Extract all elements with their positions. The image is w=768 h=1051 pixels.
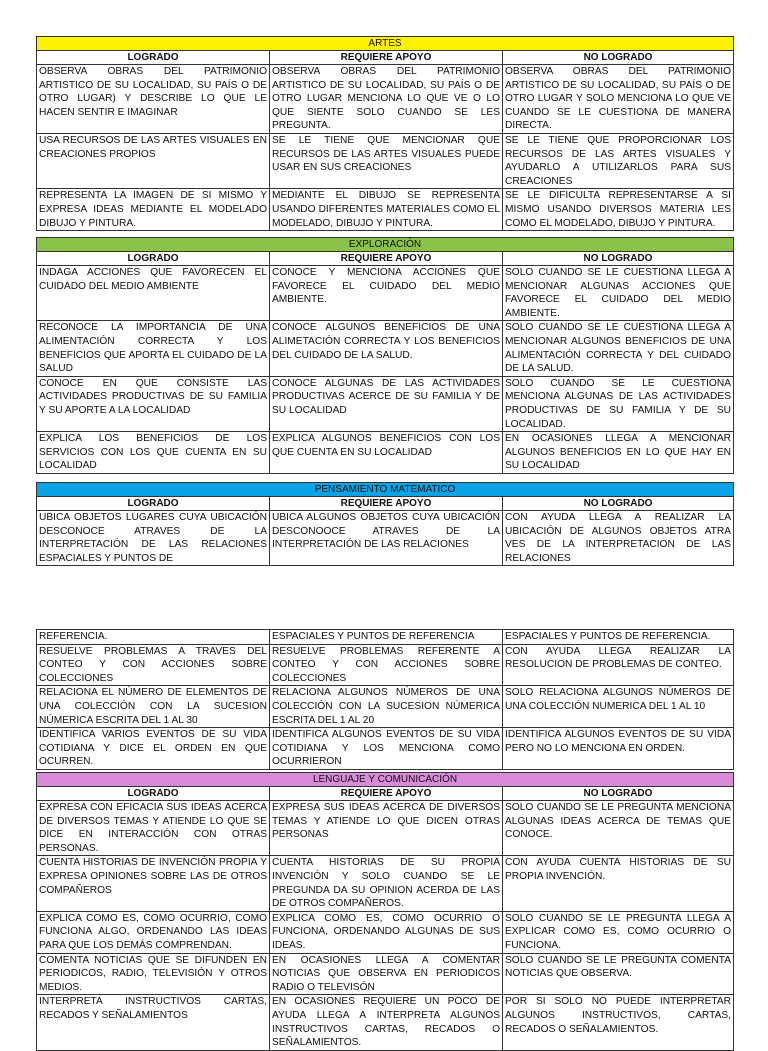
column-header-no-logrado: NO LOGRADO xyxy=(503,497,734,511)
column-header-row xyxy=(37,51,734,65)
exploracion-table xyxy=(36,237,734,474)
table-row xyxy=(37,432,734,474)
cell-no-logrado: SOLO CUANDO SE LE CUESTIONA MENCIONA ALGUNAS DE LAS ACTIVIDADES PRODUCTIVAS DE SU FAMILIA Y DE SU LOCALIDAD. xyxy=(503,376,734,431)
cell-no-logrado: SOLO CUANDO SE LE PREGUNTA LLEGA A EXPLICAR COMO ES, COMO OCURRIO O FUNCIONA. xyxy=(503,911,734,953)
column-header-no-logrado: NO LOGRADO xyxy=(503,787,734,801)
cell-logrado: CONOCE EN QUE CONSISTE LAS ACTIVIDADES PRODUCTIVAS DE SU FAMILIA Y SU APORTE A LA LOCALIDAD xyxy=(37,376,270,431)
artes-section xyxy=(36,36,733,231)
column-header-row xyxy=(37,252,734,266)
cell-no-logrado: SOLO CUANDO SE LE CUESTIONA LLEGA A MENCIONAR ALGUNAS ACCIONES QUE FAVORECE EL CUIDADO DEL MEDIO AMBIENTE. xyxy=(503,266,734,321)
section-title: EXPLORACIÓN xyxy=(37,238,734,252)
cell-logrado: OBSERVA OBRAS DEL PATRIMONIO ARTISTICO DE SU LOCALIDAD, SU PAÍS O DE OTRO LUGAR) Y DESCRIBE LO QUE LE HACEN SENTIR E IMAGINAR xyxy=(37,65,270,134)
cell-no-logrado: CON AYUDA LLEGA A REALIZAR LA UBICACIÓN DE ALGUNOS OBJETOS ATRA VES DE LA INTERPRETACION DE LAS RELACIONES xyxy=(503,511,734,566)
cell-logrado: USA RECURSOS DE LAS ARTES VISUALES EN CREACIONES PROPIOS xyxy=(37,133,270,188)
table-row xyxy=(37,321,734,376)
cell-no-logrado: EN OCASIONES LLEGA A MENCIONAR ALGUNOS BENEFICIOS EN LO QUE HAY EN SU LOCALIDAD xyxy=(503,432,734,474)
cell-logrado: EXPRESA CON EFICACIA SUS IDEAS ACERCA DE DIVERSOS TEMAS Y ATIENDE LO QUE SE DICE EN INTERACCIÓN CON OTRAS PERSONAS. xyxy=(37,801,270,856)
cell-logrado: REFERENCIA. xyxy=(37,630,270,645)
table-row xyxy=(37,911,734,953)
table-row xyxy=(37,801,734,856)
table-row xyxy=(37,953,734,995)
cell-no-logrado: SOLO RELACIONA ALGUNOS NÚMEROS DE UNA COLECCIÓN NUMERICA DEL 1 AL 10 xyxy=(503,686,734,728)
section-title-row xyxy=(37,37,734,51)
cell-logrado: RESUELVE PROBLEMAS A TRAVES DEL CONTEO Y CON ACCIONES SOBRE COLECCIONES xyxy=(37,644,270,686)
section-title-row xyxy=(37,773,734,787)
cell-requiere-apoyo: EXPLICA COMO ES, COMO OCURRIO O FUNCIONA, ORDENANDO ALGUNAS DE SUS IDEAS. xyxy=(270,911,503,953)
cell-requiere-apoyo: MEDIANTE EL DIBUJO SE REPRESENTA USANDO DIFERENTES MATERIALES COMO EL MODELADO, DIBUJO Y PINTURA. xyxy=(270,189,503,231)
cell-requiere-apoyo: CUENTA HISTORIAS DE SU PROPIA INVENCIÓN Y SOLO CUANDO SE LE PREGUNDA DA SU OPINION ACERDA DE LAS DE OTROS COMPAÑEROS. xyxy=(270,856,503,911)
table-row xyxy=(37,728,734,770)
cell-requiere-apoyo: CONOCE ALGUNAS DE LAS ACTIVIDADES PRODUCTIVAS ACERCE DE SU FAMILIA Y DE SU LOCALIDAD xyxy=(270,376,503,431)
cell-no-logrado: OBSERVA OBRAS DEL PATRIMONIO ARTISTICO DE SU LOCALIDAD, SU PAÍS O DE OTRO LUGAR Y SOLO MENCIONA LO QUE VE CUANDO SE LE CUESTIONA DE MANERA DIRECTA. xyxy=(503,65,734,134)
cell-logrado: INDAGA ACCIONES QUE FAVORECEN EL CUIDADO DEL MEDIO AMBIENTE xyxy=(37,266,270,321)
cell-no-logrado: SE LE DIFICULTA REPRESENTARSE A SI MISMO USANDO DIVERSOS MATERIA LES COMO EL MODELADO, DIBUJO Y PINTURA. xyxy=(503,189,734,231)
cell-requiere-apoyo: CONOCE ALGUNOS BENEFICIOS DE UNA ALIMETACIÓN CORRECTA Y LOS BENEFICIOS DEL CUIDADO DE LA SALUD. xyxy=(270,321,503,376)
cell-requiere-apoyo: IDENTIFICA ALGUNOS EVENTOS DE SU VIDA COTIDIANA Y LOS MENCIONA COMO OCURRIERON xyxy=(270,728,503,770)
cell-no-logrado: CON AYUDA CUENTA HISTORIAS DE SU PROPIA INVENCIÓN. xyxy=(503,856,734,911)
cell-no-logrado: SOLO CUANDO SE LE PREGUNTA MENCIONA ALGUNAS IDEAS ACERCA DE TEMAS QUE CONOCE. xyxy=(503,801,734,856)
column-header-no-logrado: NO LOGRADO xyxy=(503,252,734,266)
section-title: PENSAMIENTO MATEMATICO xyxy=(37,483,734,497)
column-header-logrado: LOGRADO xyxy=(37,787,270,801)
column-header-requiere-apoyo: REQUIERE APOYO xyxy=(270,497,503,511)
section-title: LENGUAJE Y COMUNICACIÓN xyxy=(37,773,734,787)
cell-logrado: RECONOCE LA IMPORTANCIA DE UNA ALIMENTACIÓN CORRECTA Y LOS BENEFICIOS QUE APORTA EL CUIDADO DE LA SALUD xyxy=(37,321,270,376)
table-row xyxy=(37,644,734,686)
lenguaje-table xyxy=(36,772,734,1051)
artes-table xyxy=(36,36,734,231)
cell-no-logrado: IDENTIFICA ALGUNOS EVENTOS DE SU VIDA PERO NO LO MENCIONA EN ORDEN. xyxy=(503,728,734,770)
column-header-row xyxy=(37,497,734,511)
cell-no-logrado: CON AYUDA LLEGA REALIZAR LA RESOLUCION DE PROBLEMAS DE CONTEO. xyxy=(503,644,734,686)
column-header-requiere-apoyo: REQUIERE APOYO xyxy=(270,787,503,801)
table-row xyxy=(37,133,734,188)
column-header-row xyxy=(37,787,734,801)
cell-requiere-apoyo: RESUELVE PROBLEMAS REFERENTE A CONTEO Y CON ACCIONES SOBRE COLECCIONES xyxy=(270,644,503,686)
table-row xyxy=(37,65,734,134)
table-row xyxy=(37,630,734,645)
pensamiento-continuation-section xyxy=(36,629,733,770)
column-header-logrado: LOGRADO xyxy=(37,497,270,511)
table-row xyxy=(37,266,734,321)
cell-logrado: COMENTA NOTICIAS QUE SE DIFUNDEN EN PERIODICOS, RADIO, TELEVISIÓN Y OTROS MEDIOS. xyxy=(37,953,270,995)
pensamiento-table xyxy=(36,482,734,566)
section-title-row xyxy=(37,483,734,497)
cell-no-logrado: SOLO CUANDO SE LE PREGUNTA COMENTA NOTICIAS QUE OBSERVA. xyxy=(503,953,734,995)
cell-no-logrado: SE LE TIENE QUE PROPORCIONAR LOS RECURSOS DE LAS ARTES VISUALES Y AYUDARLO A UTILIZARLOS PARA SUS CREACIONES xyxy=(503,133,734,188)
table-row xyxy=(37,511,734,566)
cell-no-logrado: ESPACIALES Y PUNTOS DE REFERENCIA. xyxy=(503,630,734,645)
table-row xyxy=(37,376,734,431)
cell-requiere-apoyo: ESPACIALES Y PUNTOS DE REFERENCIA xyxy=(270,630,503,645)
table-row xyxy=(37,856,734,911)
pensamiento-continuation-table xyxy=(36,629,734,770)
cell-logrado: CUENTA HISTORIAS DE INVENCIÓN PROPIA Y EXPRESA OPINIONES SOBRE LAS DE OTROS COMPAÑEROS xyxy=(37,856,270,911)
cell-logrado: EXPLICA COMO ES, COMO OCURRIO, COMO FUNCIONA ALGO, ORDENANDO LAS IDEAS PARA QUE LOS DEMÁS COMPRENDAN. xyxy=(37,911,270,953)
cell-requiere-apoyo: OBSERVA OBRAS DEL PATRIMONIO ARTISTICO DE SU LOCALIDAD, SU PAÍS O DE OTRO LUGAR MENCIONA LO QUE VE O LO QUE SIENTE SOLO CUANDO SE LES PREGUNTA. xyxy=(270,65,503,134)
cell-logrado: REPRESENTA LA IMAGEN DE SI MISMO Y EXPRESA IDEAS MEDIANTE EL MODELADO DIBUJO Y PINTURA. xyxy=(37,189,270,231)
cell-no-logrado: SOLO CUANDO SE LE CUESTIONA LLEGA A MENCIONAR ALGUNOS BENEFICIOS DE UNA ALIMENTACIÓN CORRECTA Y DEL CUIDADO DE LA SALUD. xyxy=(503,321,734,376)
section-title-row xyxy=(37,238,734,252)
cell-requiere-apoyo: EN OCASIONES REQUIERE UN POCO DE AYUDA LLEGA A INTERPRETA ALGUNOS INSTRUCTIVOS CARTAS, RECADOS O SEÑALAMIENTOS. xyxy=(270,995,503,1050)
cell-logrado: RELACIONA EL NÚMERO DE ELEMENTOS DE UNA COLECCIÓN CON LA SUCESION NÚMERICA ESCRITA DEL 1 AL 30 xyxy=(37,686,270,728)
table-row xyxy=(37,686,734,728)
cell-logrado: INTERPRETA INSTRUCTIVOS CARTAS, RECADOS Y SEÑALAMIENTOS xyxy=(37,995,270,1050)
cell-requiere-apoyo: UBICA ALGUNOS OBJETOS CUYA UBICACIÓN DESCONOOCE ATRAVES DE LA INTERPRETACIÓN DE LAS RELACIONES xyxy=(270,511,503,566)
lenguaje-section xyxy=(36,772,733,1051)
cell-requiere-apoyo: EN OCASIONES LLEGA A COMENTAR NOTICIAS QUE OBSERVA EN PERIODICOS RADIO O TELEVISÓN xyxy=(270,953,503,995)
cell-no-logrado: POR SI SOLO NO PUEDE INTERPRETAR ALGUNOS INSTRUCTIVOS, CARTAS, RECADOS O SEÑALAMIENTOS. xyxy=(503,995,734,1050)
column-header-logrado: LOGRADO xyxy=(37,252,270,266)
cell-logrado: EXPLICA LOS BENEFICIOS DE LOS SERVICIOS CON LOS QUE CUENTA EN SU LOCALIDAD xyxy=(37,432,270,474)
column-header-logrado: LOGRADO xyxy=(37,51,270,65)
cell-requiere-apoyo: CONOCE Y MENCIONA ACCIONES QUE FAVORECE EL CUIDADO DEL MEDIO AMBIENTE. xyxy=(270,266,503,321)
cell-requiere-apoyo: EXPLICA ALGUNOS BENEFICIOS CON LOS QUE CUENTA EN SU LOCALIDAD xyxy=(270,432,503,474)
section-title: ARTES xyxy=(37,37,734,51)
table-row xyxy=(37,189,734,231)
column-header-requiere-apoyo: REQUIERE APOYO xyxy=(270,51,503,65)
cell-requiere-apoyo: RELACIONA ALGUNOS NÚMEROS DE UNA COLECCIÓN CON LA SUCESION NÚMERICA ESCRITA DEL 1 AL 20 xyxy=(270,686,503,728)
cell-logrado: UBICA OBJETOS LUGARES CUYA UBICACIÓN DESCONOCE ATRAVES DE LA INTERPRETACIÓN DE LAS RELACIONES ESPACIALES Y PUNTOS DE xyxy=(37,511,270,566)
exploracion-section xyxy=(36,237,733,474)
table-row xyxy=(37,995,734,1050)
cell-requiere-apoyo: SE LE TIENE QUE MENCIONAR QUE RECURSOS DE LAS ARTES VISUALES PUEDE USAR EN SUS CREACIONES xyxy=(270,133,503,188)
cell-requiere-apoyo: EXPRESA SUS IDEAS ACERCA DE DIVERSOS TEMAS Y ATIENDE LO QUE DICEN OTRAS PERSONAS xyxy=(270,801,503,856)
column-header-requiere-apoyo: REQUIERE APOYO xyxy=(270,252,503,266)
cell-logrado: IDENTIFICA VARIOS EVENTOS DE SU VIDA COTIDIANA Y DICE EL ORDEN EN QUE OCURREN. xyxy=(37,728,270,770)
column-header-no-logrado: NO LOGRADO xyxy=(503,51,734,65)
pensamiento-section xyxy=(36,482,733,564)
